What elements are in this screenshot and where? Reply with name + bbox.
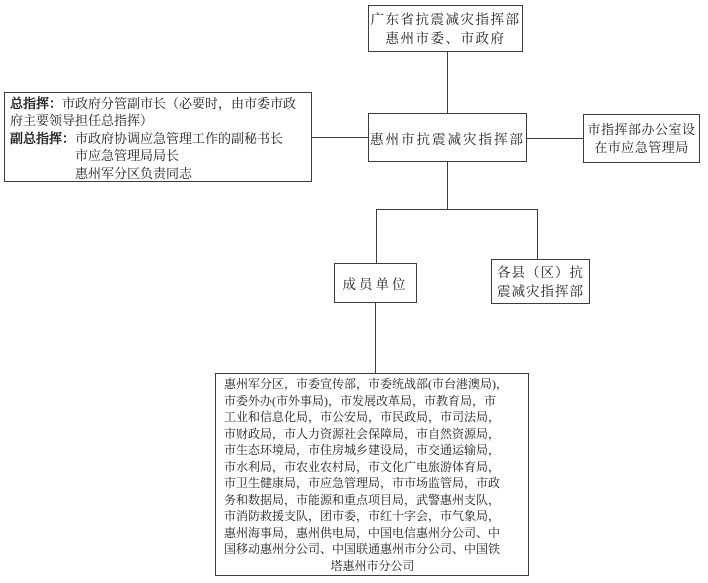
- member-units-line: 塔惠州市分公司: [330, 558, 415, 573]
- deputy-commander-text: 市政府协调应急管理工作的副秘书长: [75, 130, 284, 146]
- county-hq-line1: 各县（区）抗: [497, 264, 584, 280]
- connector-branch-to-members: [376, 209, 377, 263]
- municipal-hq-box: [368, 113, 527, 162]
- member-units-label: 成员单位: [342, 277, 409, 292]
- commander-label: 总指挥：: [10, 96, 63, 111]
- provincial-hq-line2: 惠州市委、市政府: [385, 30, 506, 46]
- member-units-line: 市生态环境局，市住房城乡建设局，市交通运输局，: [224, 443, 501, 457]
- leadership-line4: 市应急管理局局长: [75, 148, 180, 164]
- connector-branch-to-county: [537, 209, 538, 259]
- member-units-line: 工业和信息化局，市公安局，市民政局，市司法局，: [224, 410, 501, 424]
- connector-branch-horizontal: [376, 209, 538, 210]
- provincial-hq-line1: 广东省抗震减灾指挥部: [370, 11, 521, 27]
- office-note-line2: 在市应急管理局: [594, 139, 689, 155]
- leadership-box: [4, 92, 312, 182]
- municipal-hq-title: 惠州市抗震减灾指挥部: [370, 131, 525, 147]
- office-note-box: [583, 114, 700, 163]
- member-units-line: 惠州军分区，市委宣传部，市委统战部(市台港澳局)，: [224, 377, 508, 391]
- member-units-line: 市财政局，市人力资源社会保障局，市自然资源局，: [224, 426, 501, 441]
- member-units-label-box: [334, 263, 417, 303]
- member-units-line: 惠州海事局，惠州供电局，中国电信惠州分公司、中: [224, 525, 501, 540]
- member-units-line: 市卫生健康局，市应急管理局，市市场监管局，市政: [224, 476, 501, 490]
- connector-municipal-stem: [447, 162, 448, 209]
- member-units-line: 市消防救援支队，团市委，市红十字会，市气象局，: [224, 509, 501, 523]
- leadership-line1: [10, 95, 296, 112]
- deputy-commander-label: 副总指挥：: [10, 130, 76, 146]
- member-units-list-box: [215, 373, 529, 576]
- provincial-hq-box: [368, 5, 523, 52]
- leadership-line3: [10, 130, 283, 147]
- county-hq-line2: 震减灾指挥部: [497, 283, 584, 299]
- office-note-line1: 市指挥部办公室设: [587, 121, 696, 137]
- county-hq-box: [491, 259, 590, 304]
- member-units-line: 市委外办(市外事局)，市发展改革局，市教育局，市: [224, 393, 496, 408]
- connector-provincial-to-municipal: [447, 52, 448, 113]
- member-units-line: 国移动惠州分公司、中国联通惠州市分公司、中国铁: [224, 542, 501, 556]
- connector-municipal-to-office: [527, 138, 583, 139]
- commander-text: 市政府分管副市长（必要时，由市委市政: [62, 96, 297, 111]
- leadership-line5: 惠州军分区负责同志: [75, 165, 193, 181]
- member-units-line: 市水利局，市农业农村局，市文化广电旅游体育局，: [224, 459, 501, 474]
- connector-members-to-unitlist: [375, 303, 376, 373]
- member-units-line: 务和数据局，市能源和重点项目局，武警惠州支队，: [224, 492, 501, 507]
- connector-leadership-to-municipal: [312, 137, 368, 138]
- leadership-line2: 府主要领导担任总指挥）: [10, 113, 154, 129]
